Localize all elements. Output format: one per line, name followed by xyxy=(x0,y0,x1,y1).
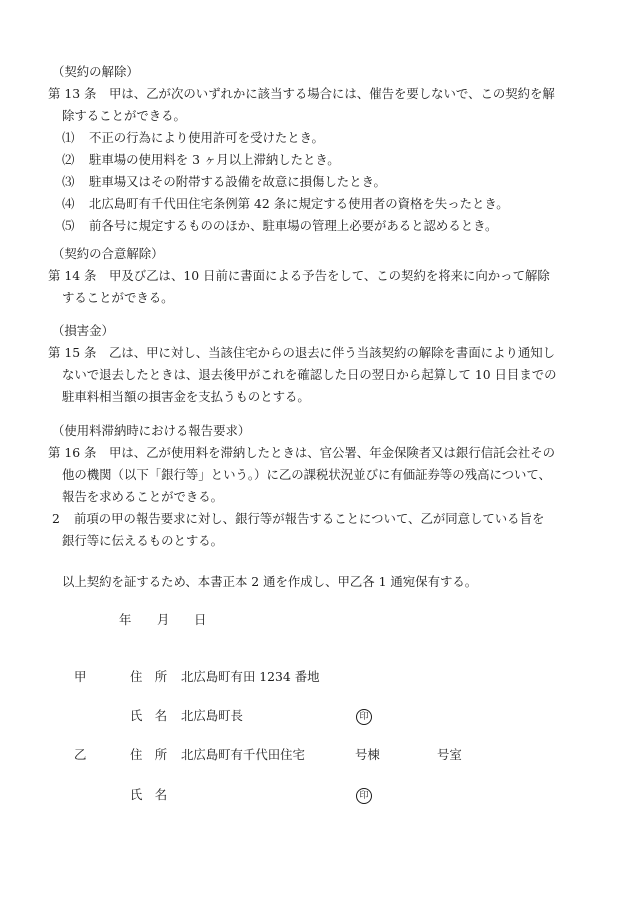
party-b-address: 北広島町有千代田住宅 xyxy=(181,747,305,762)
article-13-heading: （契約の解除） xyxy=(52,64,139,79)
name-label: 氏 名 xyxy=(130,787,168,802)
date-day: 日 xyxy=(194,612,207,627)
list-item-text: 駐車場又はその附帯する設備を故意に損傷したとき。 xyxy=(89,174,386,189)
article-15-heading: （損害金） xyxy=(52,323,114,338)
article-15-number: 第 15 条 xyxy=(48,345,97,360)
article-16-line-1: 甲は、乙が使用料を滞納したときは、官公署、年金保険者又は銀行信託会社その xyxy=(109,445,556,460)
closing-statement: 以上契約を証するため、本書正本 2 通を作成し、甲乙各 1 通宛保有する。 xyxy=(62,574,478,589)
article-13-number: 第 13 条 xyxy=(48,86,97,101)
article-16-line-3: 報告を求めることができる。 xyxy=(62,489,224,504)
article-14-number: 第 14 条 xyxy=(48,268,97,283)
article-13-line-1: 甲は、乙が次のいずれかに該当する場合には、催告を要しないで、この契約を解 xyxy=(109,86,555,101)
address-label: 住 所 xyxy=(130,747,168,762)
list-item-number: ⑸ xyxy=(62,218,75,233)
list-item-number: ⑶ xyxy=(62,174,75,189)
party-a-address: 北広島町有田 1234 番地 xyxy=(181,669,320,684)
article-14-line-1: 甲及び乙は、10 日前に書面による予告をして、この契約を将来に向かって解除 xyxy=(109,268,550,283)
list-item-text: 駐車場の使用料を 3 ヶ月以上滞納したとき。 xyxy=(89,152,340,167)
article-13-line-2: 除することができる。 xyxy=(62,108,186,123)
date-month: 月 xyxy=(157,612,170,627)
seal-mark: 印 xyxy=(356,709,372,725)
article-15-line-2: ないで退去したときは、退去後甲がこれを確認した日の翌日から起算して 10 日目までの xyxy=(62,367,557,382)
article-16-p2-line-2: 銀行等に伝えるものとする。 xyxy=(62,533,224,548)
seal-mark: 印 xyxy=(356,788,372,804)
list-item-number: ⑴ xyxy=(62,130,75,145)
article-15-line-1: 乙は、甲に対し、当該住宅からの退去に伴う当該契約の解除を書面により通知し xyxy=(109,345,556,360)
article-15-line-3: 駐車料相当額の損害金を支払うものとする。 xyxy=(62,389,310,404)
date-year: 年 xyxy=(119,612,132,627)
article-14-heading: （契約の合意解除） xyxy=(52,246,164,261)
address-label: 住 所 xyxy=(130,669,168,684)
party-b-label: 乙 xyxy=(74,747,87,762)
party-a-label: 甲 xyxy=(74,669,87,684)
article-16-line-2: 他の機関（以下「銀行等」という。）に乙の課税状況並びに有価証券等の残高について、 xyxy=(62,467,551,482)
article-16-p2-line-1: 前項の甲の報告要求に対し、銀行等が報告することについて、乙が同意している旨を xyxy=(74,511,545,526)
list-item-text: 北広島町有千代田住宅条例第 42 条に規定する使用者の資格を失ったとき。 xyxy=(89,196,509,211)
article-14-line-2: することができる。 xyxy=(62,290,174,305)
list-item-number: ⑷ xyxy=(62,196,75,211)
list-item-text: 不正の行為により使用許可を受けたとき。 xyxy=(89,130,324,145)
paragraph-number: 2 xyxy=(52,511,60,526)
article-16-number: 第 16 条 xyxy=(48,445,97,460)
building-number-label: 号棟 xyxy=(355,747,380,762)
room-number-label: 号室 xyxy=(437,747,462,762)
list-item-number: ⑵ xyxy=(62,152,75,167)
article-16-heading: （使用料滞納時における報告要求） xyxy=(52,423,251,438)
list-item-text: 前各号に規定するもののほか、駐車場の管理上必要があると認めるとき。 xyxy=(89,218,498,233)
party-a-name: 北広島町長 xyxy=(181,708,243,723)
name-label: 氏 名 xyxy=(130,708,168,723)
